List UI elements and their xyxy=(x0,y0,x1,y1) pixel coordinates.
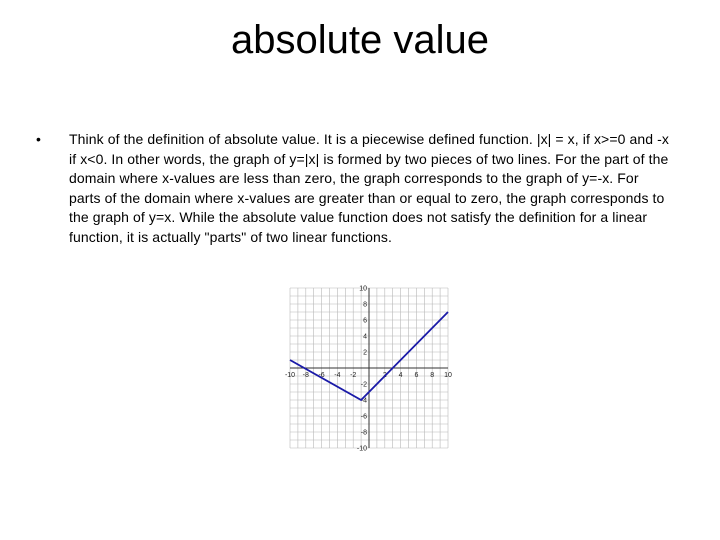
slide-title: absolute value xyxy=(231,18,489,62)
x-tick-label: -2 xyxy=(350,372,357,379)
x-tick-label: -6 xyxy=(318,372,325,379)
x-tick-label: 6 xyxy=(414,372,419,379)
x-tick-label: -10 xyxy=(284,372,296,379)
y-tick-label: -6 xyxy=(360,413,367,421)
x-tick-label: -8 xyxy=(302,372,309,379)
y-tick-label: 6 xyxy=(363,317,367,325)
y-tick-label: -2 xyxy=(360,381,367,389)
x-tick-label: 8 xyxy=(430,372,435,379)
y-tick-label: 2 xyxy=(363,349,367,357)
x-tick-label: 4 xyxy=(398,372,403,379)
x-tick-label: 2 xyxy=(382,372,387,379)
graph-svg xyxy=(284,282,454,454)
x-tick-label: 10 xyxy=(444,372,452,379)
y-tick-label: 4 xyxy=(363,333,367,341)
y-tick-label: 8 xyxy=(363,301,367,309)
absolute-value-graph xyxy=(284,282,454,454)
bullet-marker: • xyxy=(36,131,41,147)
bullet-paragraph: Think of the definition of absolute value. It is a piecewise defined function. |x| = x, if x>=0 and -x if x<0. In other words, the graph of y=|x| is formed by two pieces of two lines. For the part of the domain where x-values are less than zero, the graph corresponds to the graph of y=-x. For parts of the domain where x-values are greater than or equal to zero, the graph corresponds to the graph of y=x. While the absolute value function does not satisfy the definition for a linear function, it is actually "parts" of two linear functions. xyxy=(69,131,669,245)
x-tick-label: -4 xyxy=(334,372,341,379)
y-tick-label: -10 xyxy=(356,445,367,453)
y-tick-label: -4 xyxy=(360,397,367,405)
y-tick-label: -8 xyxy=(360,429,367,437)
y-tick-label: 10 xyxy=(359,285,367,293)
